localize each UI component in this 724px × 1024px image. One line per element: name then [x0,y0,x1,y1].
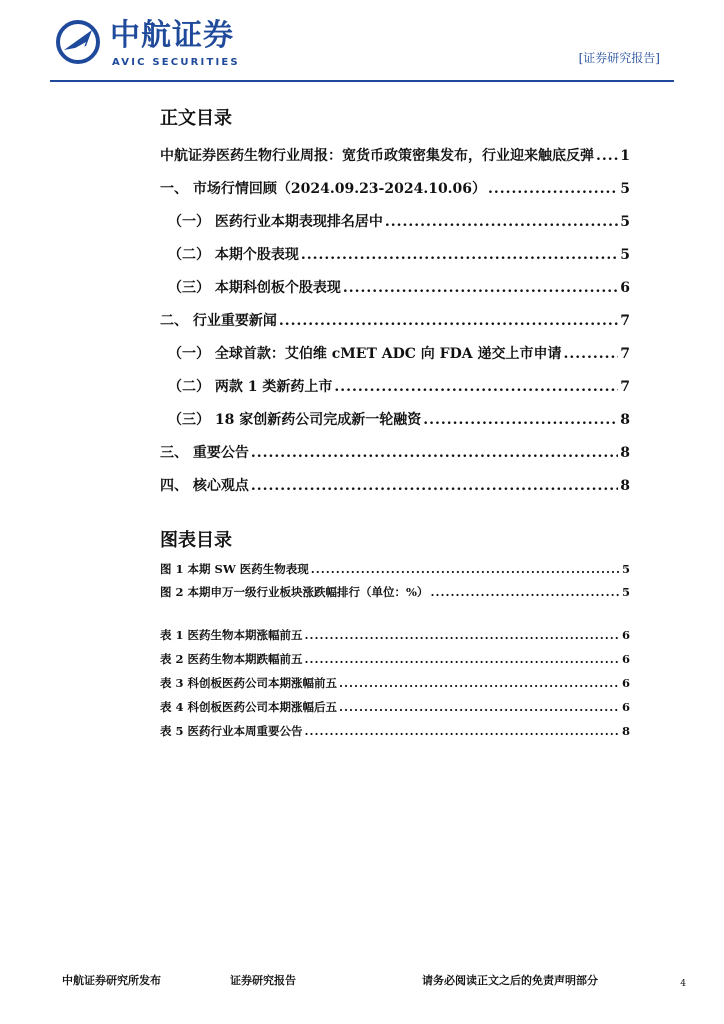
toc-entry-label: 表 4 科创板医药公司本期涨幅后五 [160,700,338,714]
toc-leader [251,475,618,497]
toc-table-entry[interactable] [160,674,630,692]
toc-leader [430,583,620,601]
toc-leader [385,211,618,233]
toc-entry[interactable] [160,409,630,431]
footer-disclaimer: 请务必阅读正文之后的免责声明部分 [422,974,598,987]
toc-table-entry[interactable] [160,650,630,668]
toc-entry-label: 表 3 科创板医药公司本期涨幅前五 [160,676,338,690]
toc-entry-page: 7 [620,313,630,329]
report-tag: [证券研究报告] [578,51,660,65]
toc-entry[interactable] [160,442,630,464]
toc-entry-page: 6 [621,676,630,690]
toc-entry-page: 5 [621,562,630,576]
toc-leader [339,674,620,692]
toc-entry[interactable] [160,211,630,233]
toc-entry-label: 图 1 本期 SW 医药生物表现 [160,562,309,576]
avic-logo-icon [56,20,100,64]
toc-leader [488,178,618,200]
toc-entry-label: （一） 医药行业本期表现排名居中 [168,214,383,230]
toc-leader [251,442,618,464]
toc-entry-page: 6 [621,628,630,642]
toc-entry[interactable] [160,178,630,200]
toc-entry-label: （三） 18 家创新药公司完成新一轮融资 [168,412,422,428]
toc-entry-page: 7 [620,379,630,395]
toc-leader [305,722,620,740]
toc-entry-page: 7 [620,346,630,362]
toc-entry-label: （二） 本期个股表现 [168,247,299,263]
footer-publisher: 中航证券研究所发布 [62,974,161,987]
toc-entry-label: 二、 行业重要新闻 [160,313,277,329]
toc-main-title: 正文目录 [160,108,232,129]
toc-leader [305,626,620,644]
toc-leader [279,310,618,332]
toc-leader [305,650,620,668]
toc-entry[interactable] [160,310,630,332]
toc-table-entry[interactable] [160,722,630,740]
brand-name-en: AVIC SECURITIES [112,57,240,68]
toc-leader [301,244,618,266]
toc-entry-page: 5 [620,247,630,263]
toc-entry-label: 三、 重要公告 [160,445,249,461]
toc-leader [339,698,620,716]
toc-entry-page: 8 [621,724,630,738]
toc-entry[interactable] [160,343,630,365]
toc-entry-label: 表 1 医药生物本期涨幅前五 [160,628,303,642]
page-header [0,0,724,82]
toc-entry[interactable] [160,376,630,398]
footer-report-type: 证券研究报告 [230,974,296,987]
toc-entry-page: 8 [620,478,630,494]
page-number: 4 [680,979,686,989]
toc-entry-label: 四、 核心观点 [160,478,249,494]
toc-entry-page: 6 [621,652,630,666]
toc-leader [563,343,618,365]
toc-figure-entry[interactable] [160,583,630,601]
toc-entry-page: 6 [620,280,630,296]
toc-entry-page: 5 [620,181,630,197]
toc-entry-page: 8 [620,412,630,428]
toc-entry-page: 5 [620,214,630,230]
toc-leader [423,409,618,431]
toc-leader [343,277,618,299]
toc-entry-page: 8 [620,445,630,461]
toc-entry[interactable] [160,244,630,266]
toc-entry-label: 表 5 医药行业本周重要公告 [160,724,303,738]
toc-table-entry[interactable] [160,698,630,716]
toc-entry-label: （二） 两款 1 类新药上市 [168,379,333,395]
toc-entry-label: 表 2 医药生物本期跌幅前五 [160,652,303,666]
toc-entry-label: 中航证券医药生物行业周报：宽货币政策密集发布，行业迎来触底反弹 [160,148,594,164]
toc-entry[interactable] [160,277,630,299]
toc-entry-label: （一） 全球首款：艾伯维 cMET ADC 向 FDA 递交上市申请 [168,346,562,362]
toc-entry-label: 一、 市场行情回顾（2024.09.23-2024.10.06） [160,181,487,197]
toc-entry-page: 6 [621,700,630,714]
toc-entry-label: 图 2 本期申万一级行业板块涨跌幅排行（单位：%） [160,585,429,599]
toc-leader [334,376,618,398]
toc-table-entry[interactable] [160,626,630,644]
toc-entry-page: 1 [620,148,630,164]
toc-entry[interactable] [160,145,630,167]
header-divider [50,80,674,82]
toc-entry-page: 5 [621,585,630,599]
toc-entry[interactable] [160,475,630,497]
toc-leader [596,145,618,167]
toc-leader [311,560,620,578]
toc-figure-entry[interactable] [160,560,630,578]
toc-figs-title: 图表目录 [160,530,232,551]
toc-entry-label: （三） 本期科创板个股表现 [168,280,341,296]
brand-name-cn: 中航证券 [110,18,234,53]
